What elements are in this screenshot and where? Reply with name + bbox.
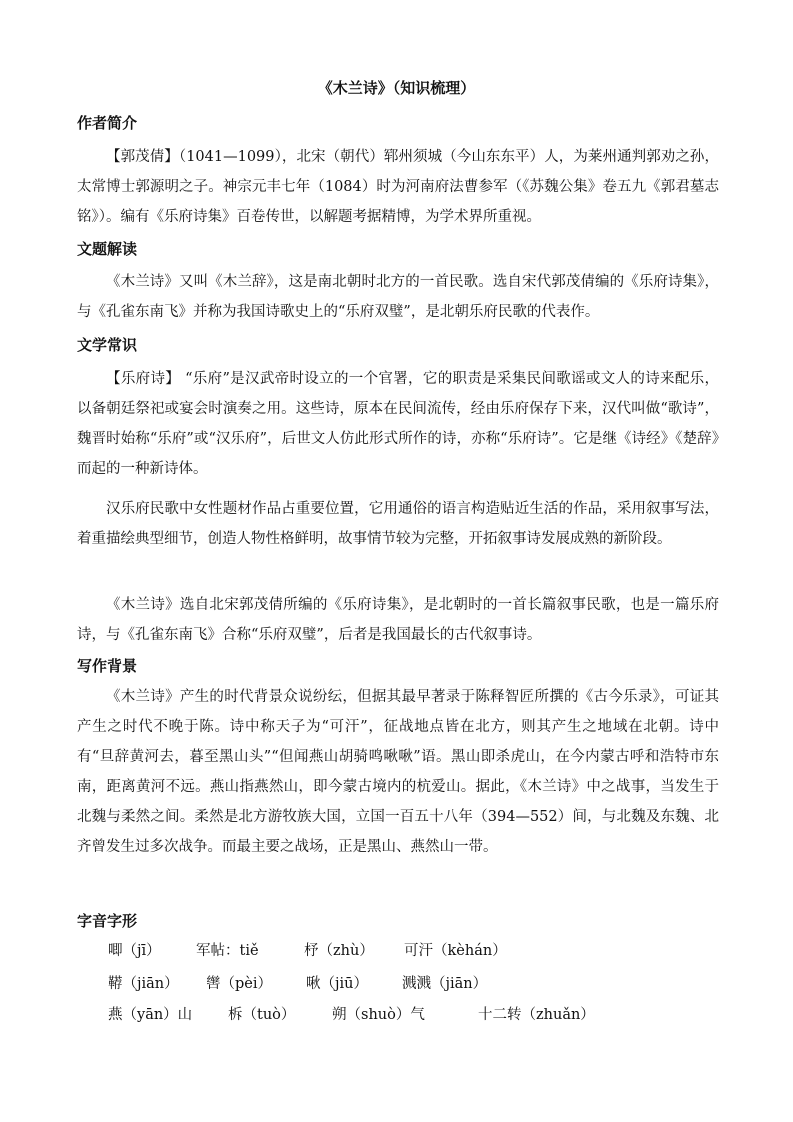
heading-author: 作者简介 [77, 114, 138, 132]
pronunciation-item: 唧（jī） [108, 943, 161, 959]
pronunciation-item: 可汗（kèhán） [404, 943, 507, 959]
pronunciation-item: 杼（zhù） [304, 943, 374, 959]
heading-pronunciation: 字音字形 [77, 912, 138, 930]
paragraph-background: 《木兰诗》产生的时代背景众说纷纭，但据其最早著录于陈释智匠所撰的《古今乐录》，可证其产生之时代不晚于陈。诗中称天子为“可汗”，征战地点皆在北方，则其产生之地域在北朝。诗中有“旦辞黄河去，暮至黑山头”“但闻燕山胡骑鸣啾啾”语。黑山即杀虎山，在今内蒙古呼和浩特市东南，距离黄河不远。燕山指燕然山，即今蒙古境内的杭爱山。据此，《木兰诗》中之战事，当发生于北魏与柔然之间。柔然是北方游牧族大国，立国一百五十八年（394—552）间，与北魏及东魏、北齐曾发生过多次战争。而最主要之战场，正是黑山、燕然山一带。 [77, 689, 719, 855]
heading-interpretation: 文题解读 [77, 240, 138, 258]
pronunciation-item: 辔（pèi） [206, 976, 273, 992]
pronunciation-item: 军帖：tiě [196, 943, 259, 959]
yuefu-label: 【乐府诗】 [106, 371, 181, 387]
pronunciation-item: 溅溅（jiān） [402, 976, 488, 992]
paragraph-interpretation: 《木兰诗》又叫《木兰辞》，这是南北朝时北方的一首民歌。选自宋代郭茂倩编的《乐府诗集》，与《孔雀东南飞》并称为我国诗歌史上的“乐府双璧”，是北朝乐府民歌的代表作。 [77, 274, 719, 320]
pronunciation-item: 十二转（zhuǎn） [478, 1007, 595, 1023]
paragraph-mulan-source: 《木兰诗》选自北宋郭茂倩所编的《乐府诗集》，是北朝时的一首长篇叙事民歌，也是一篇乐府诗，与《孔雀东南飞》合称“乐府双璧”，后者是我国最长的古代叙事诗。 [77, 597, 719, 643]
heading-literature: 文学常识 [77, 336, 138, 354]
document-title: 《木兰诗》（知识梳理） [317, 79, 476, 97]
pronunciation-item: 朔（shuò）气 [332, 1007, 425, 1023]
pronunciation-item: 啾（jiū） [306, 976, 368, 992]
author-label: 【郭茂倩】 [106, 149, 179, 165]
pronunciation-item: 鞯（jiān） [108, 976, 179, 992]
paragraph-yuefu [77, 364, 719, 484]
paragraph-han-yuefu: 汉乐府民歌中女性题材作品占重要位置，它用通俗的语言构造贴近生活的作品，采用叙事写法，着重描绘典型细节，创造人物性格鲜明，故事情节较为完整，开拓叙事诗发展成熟的新阶段。 [77, 501, 719, 547]
pronunciation-item: 柝（tuò） [228, 1007, 296, 1023]
yuefu-text: “乐府”是汉武帝时设立的一个官署，它的职责是采集民间歌谣或文人的诗来配乐，以备朝廷祭祀或宴会时演奏之用。这些诗，原本在民间流传，经由乐府保存下来，汉代叫做“歌诗”，魏晋时始称“乐府”或“汉乐府”，后世文人仿此形式所作的诗，亦称“乐府诗”。它是继《诗经》《楚辞》而起的一种新诗体。 [77, 371, 720, 477]
heading-background: 写作背景 [77, 657, 138, 675]
author-text: （1041—1099），北宋（朝代）郓州须城（今山东东平）人，为莱州通判郭劝之孙，太常博士郭源明之子。神宗元丰七年（1084）时为河南府法曹参军（《苏魏公集》卷五九《郭君墓志铭》）。编有《乐府诗集》百卷传世，以解题考据精博，为学术界所重视。 [77, 149, 719, 225]
pronunciation-item: 燕（yān）山 [108, 1007, 193, 1023]
paragraph-author [77, 142, 719, 232]
